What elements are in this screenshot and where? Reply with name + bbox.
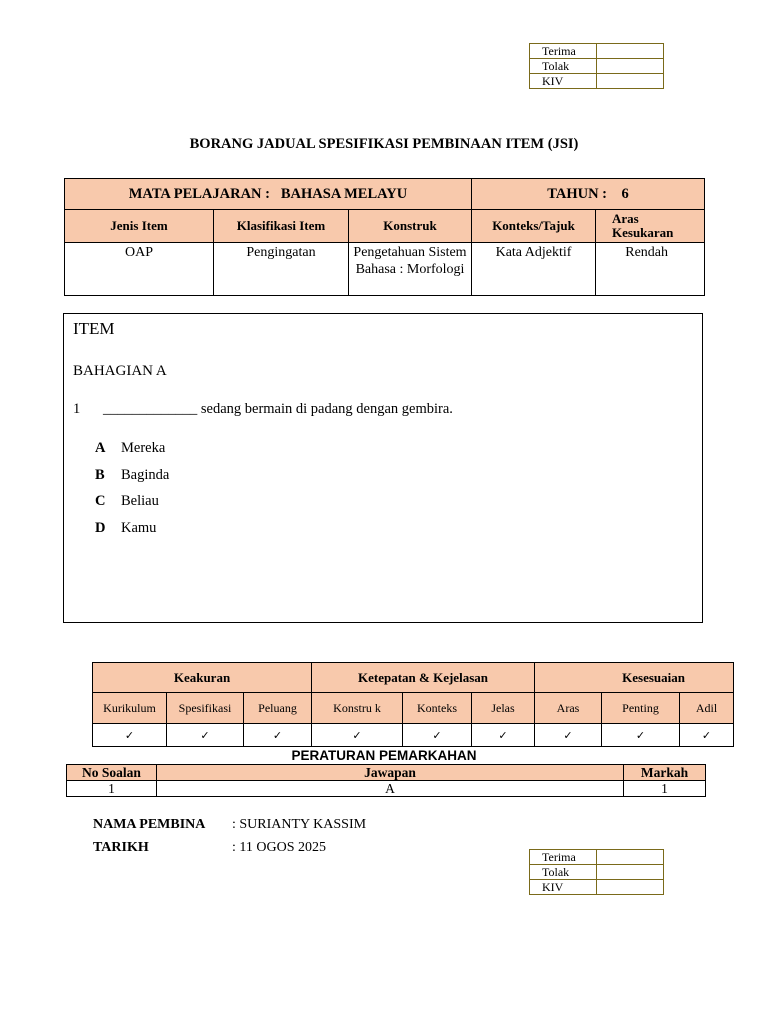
footer-date-row: [93, 840, 413, 860]
status-terima-value: [597, 850, 664, 865]
sub-kurikulum: Kurikulum: [93, 693, 167, 724]
rules-col-markah: Markah: [624, 765, 706, 781]
val-konstruk: Pengetahuan Sistem Bahasa : Morfologi: [349, 243, 472, 296]
rules-no-soalan: 1: [67, 781, 157, 797]
check-kurikulum[interactable]: ✓: [93, 724, 167, 747]
status-box-top: [529, 43, 664, 89]
check-jelas[interactable]: ✓: [472, 724, 535, 747]
check-adil[interactable]: ✓: [680, 724, 734, 747]
option-text: Baginda: [121, 467, 170, 483]
date-value: : 11 OGOS 2025: [232, 840, 326, 855]
rules-markah: 1: [624, 781, 706, 797]
status-kiv: KIV: [530, 880, 597, 895]
sub-spesifikasi: Spesifikasi: [167, 693, 244, 724]
item-heading: ITEM: [73, 319, 115, 338]
status-terima-value: [597, 44, 664, 59]
year-label: TAHUN :: [547, 185, 607, 202]
group-kesesuaian: Kesesuaian: [535, 663, 734, 693]
status-tolak-value: [597, 865, 664, 880]
option-b[interactable]: [95, 467, 169, 484]
section-label: BAHAGIAN A: [73, 363, 167, 379]
rules-col-no-soalan: No Soalan: [67, 765, 157, 781]
year-value: 6: [621, 185, 629, 202]
option-letter: A: [95, 440, 106, 456]
col-jenis-item: Jenis Item: [65, 210, 214, 243]
val-konteks-tajuk: Kata Adjektif: [472, 243, 596, 296]
status-terima: Terima: [530, 44, 597, 59]
option-letter: C: [95, 493, 106, 509]
subject-label: MATA PELAJARAN :: [128, 185, 270, 202]
criteria-table: [92, 662, 734, 747]
item-box: [63, 313, 703, 623]
check-konstruk[interactable]: ✓: [312, 724, 403, 747]
status-terima: Terima: [530, 850, 597, 865]
rules-title: PERATURAN PEMARKAHAN: [291, 748, 477, 763]
sub-jelas: Jelas: [472, 693, 535, 724]
status-tolak: Tolak: [530, 59, 597, 74]
col-aras-kesukaran: Aras Kesukaran: [596, 210, 705, 243]
sub-adil: Adil: [680, 693, 734, 724]
subject-cell: [65, 179, 472, 210]
option-text: Kamu: [121, 520, 157, 536]
option-a[interactable]: [95, 440, 165, 457]
spec-table: [64, 178, 705, 296]
rules-table: [66, 764, 706, 797]
status-tolak: Tolak: [530, 865, 597, 880]
rules-col-jawapan: Jawapan: [157, 765, 624, 781]
date-label: TARIKH: [93, 840, 149, 855]
sub-penting: Penting: [602, 693, 680, 724]
name-value: : SURIANTY KASSIM: [232, 817, 367, 832]
sub-konstruk: Konstru k: [312, 693, 403, 724]
subject-value: BAHASA MELAYU: [280, 185, 408, 202]
check-peluang[interactable]: ✓: [244, 724, 312, 747]
question-number: 1: [73, 401, 81, 417]
val-klasifikasi-item: Pengingatan: [214, 243, 349, 296]
status-kiv-value: [597, 74, 664, 89]
check-konteks[interactable]: ✓: [403, 724, 472, 747]
question: [73, 401, 453, 418]
option-d[interactable]: [95, 520, 156, 537]
option-letter: D: [95, 520, 106, 536]
question-text: _____________ sedang bermain di padang dengan gembira.: [103, 401, 453, 417]
status-kiv-value: [597, 880, 664, 895]
group-keakuran: Keakuran: [93, 663, 312, 693]
col-konteks-tajuk: Konteks/Tajuk: [472, 210, 596, 243]
year-cell: [472, 179, 705, 210]
val-aras-kesukaran: Rendah: [596, 243, 705, 296]
sub-peluang: Peluang: [244, 693, 312, 724]
sub-konteks: Konteks: [403, 693, 472, 724]
status-tolak-value: [597, 59, 664, 74]
option-text: Mereka: [121, 440, 166, 456]
name-label: NAMA PEMBINA: [93, 817, 206, 832]
rules-jawapan: A: [157, 781, 624, 797]
col-klasifikasi-item: Klasifikasi Item: [214, 210, 349, 243]
check-penting[interactable]: ✓: [602, 724, 680, 747]
status-box-bottom: [529, 849, 664, 895]
option-letter: B: [95, 467, 105, 483]
col-konstruk: Konstruk: [349, 210, 472, 243]
check-aras[interactable]: ✓: [535, 724, 602, 747]
val-jenis-item: OAP: [65, 243, 214, 296]
option-text: Beliau: [121, 493, 159, 509]
check-spesifikasi[interactable]: ✓: [167, 724, 244, 747]
status-kiv: KIV: [530, 74, 597, 89]
sub-aras: Aras: [535, 693, 602, 724]
page-title: BORANG JADUAL SPESIFIKASI PEMBINAAN ITEM (JSI): [189, 136, 579, 152]
group-ketepatan-kejelasan: Ketepatan & Kejelasan: [312, 663, 535, 693]
footer-name-row: [93, 817, 413, 837]
option-c[interactable]: [95, 493, 159, 510]
